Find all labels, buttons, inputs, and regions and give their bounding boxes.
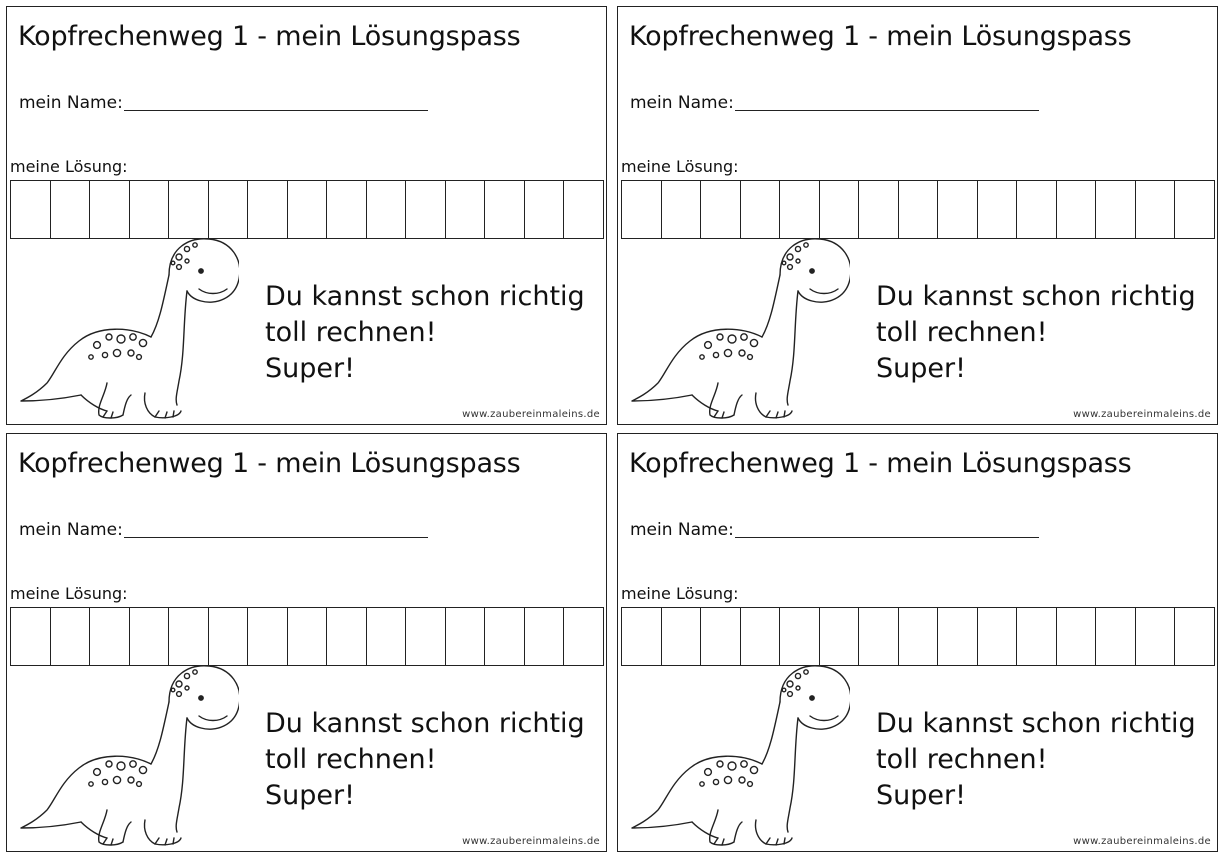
solution-cell[interactable] (525, 180, 565, 239)
praise-message (876, 706, 1196, 814)
solution-cell[interactable] (780, 180, 820, 239)
solution-label: meine Lösung: (621, 157, 739, 176)
solution-cell[interactable] (622, 607, 662, 666)
solution-cell[interactable] (327, 607, 367, 666)
solution-cell[interactable] (51, 180, 91, 239)
solution-pass-card (6, 6, 607, 425)
message-line: Du kannst schon richtig (265, 708, 585, 739)
name-label: mein Name: (630, 520, 734, 540)
card-title: Kopfrechenweg 1 - mein Lösungspass (629, 21, 1132, 52)
solution-label: meine Lösung: (10, 584, 128, 603)
solution-cell[interactable] (1057, 607, 1097, 666)
solution-cell[interactable] (446, 180, 486, 239)
solution-cell[interactable] (1096, 180, 1136, 239)
website-link[interactable]: www.zaubereinmaleins.de (1073, 409, 1211, 420)
solution-cell[interactable] (248, 180, 288, 239)
message-line: Super! (265, 780, 355, 811)
solution-cell[interactable] (169, 607, 209, 666)
name-label: mein Name: (19, 93, 123, 113)
dinosaur-icon (19, 660, 239, 848)
solution-cell[interactable] (485, 607, 525, 666)
solution-grid (621, 180, 1215, 239)
solution-cell[interactable] (662, 180, 702, 239)
solution-cell[interactable] (741, 180, 781, 239)
solution-label: meine Lösung: (10, 157, 128, 176)
message-line: Super! (876, 780, 966, 811)
solution-cell[interactable] (1017, 180, 1057, 239)
solution-cell[interactable] (564, 607, 604, 666)
solution-cell[interactable] (367, 180, 407, 239)
solution-cell[interactable] (1136, 607, 1176, 666)
solution-label: meine Lösung: (621, 584, 739, 603)
solution-cell[interactable] (1057, 180, 1097, 239)
solution-cell[interactable] (701, 607, 741, 666)
name-input-line[interactable] (124, 110, 428, 111)
solution-cell[interactable] (1096, 607, 1136, 666)
message-line: toll rechnen! (265, 744, 437, 775)
solution-cell[interactable] (327, 180, 367, 239)
solution-pass-card (6, 433, 607, 852)
message-line: toll rechnen! (876, 744, 1048, 775)
solution-cell[interactable] (859, 180, 899, 239)
solution-cell[interactable] (780, 607, 820, 666)
solution-cell[interactable] (169, 180, 209, 239)
solution-pass-card (617, 6, 1218, 425)
solution-cell[interactable] (90, 607, 130, 666)
solution-grid (10, 607, 604, 666)
name-label: mein Name: (19, 520, 123, 540)
solution-cell[interactable] (51, 607, 91, 666)
dinosaur-icon (630, 233, 850, 421)
solution-cell[interactable] (406, 607, 446, 666)
solution-cell[interactable] (938, 607, 978, 666)
solution-cell[interactable] (662, 607, 702, 666)
message-line: toll rechnen! (876, 317, 1048, 348)
solution-cell[interactable] (485, 180, 525, 239)
solution-cell[interactable] (288, 180, 328, 239)
message-line: Du kannst schon richtig (265, 281, 585, 312)
solution-cell[interactable] (248, 607, 288, 666)
solution-pass-card (617, 433, 1218, 852)
solution-cell[interactable] (978, 180, 1018, 239)
solution-cell[interactable] (899, 607, 939, 666)
solution-cell[interactable] (622, 180, 662, 239)
message-line: Du kannst schon richtig (876, 281, 1196, 312)
solution-cell[interactable] (209, 607, 249, 666)
solution-cell[interactable] (288, 607, 328, 666)
name-input-line[interactable] (735, 110, 1039, 111)
solution-grid (10, 180, 604, 239)
solution-cell[interactable] (564, 180, 604, 239)
message-line: toll rechnen! (265, 317, 437, 348)
solution-cell[interactable] (859, 607, 899, 666)
card-title: Kopfrechenweg 1 - mein Lösungspass (18, 21, 521, 52)
name-label: mein Name: (630, 93, 734, 113)
solution-cell[interactable] (367, 607, 407, 666)
solution-cell[interactable] (130, 607, 170, 666)
name-input-line[interactable] (124, 537, 428, 538)
solution-cell[interactable] (525, 607, 565, 666)
dinosaur-icon (19, 233, 239, 421)
message-line: Super! (876, 353, 966, 384)
solution-cell[interactable] (899, 180, 939, 239)
praise-message (265, 706, 585, 814)
solution-cell[interactable] (90, 180, 130, 239)
solution-cell[interactable] (820, 607, 860, 666)
card-title: Kopfrechenweg 1 - mein Lösungspass (629, 448, 1132, 479)
card-title: Kopfrechenweg 1 - mein Lösungspass (18, 448, 521, 479)
solution-cell[interactable] (820, 180, 860, 239)
solution-cell[interactable] (11, 607, 51, 666)
message-line: Du kannst schon richtig (876, 708, 1196, 739)
praise-message (876, 279, 1196, 387)
website-link[interactable]: www.zaubereinmaleins.de (1073, 836, 1211, 847)
solution-cell[interactable] (11, 180, 51, 239)
solution-cell[interactable] (446, 607, 486, 666)
solution-cell[interactable] (1175, 607, 1215, 666)
solution-cell[interactable] (130, 180, 170, 239)
solution-cell[interactable] (1175, 180, 1215, 239)
solution-cell[interactable] (938, 180, 978, 239)
solution-cell[interactable] (406, 180, 446, 239)
solution-cell[interactable] (1136, 180, 1176, 239)
name-input-line[interactable] (735, 537, 1039, 538)
website-link[interactable]: www.zaubereinmaleins.de (462, 836, 600, 847)
solution-cell[interactable] (209, 180, 249, 239)
solution-cell[interactable] (701, 180, 741, 239)
solution-cell[interactable] (978, 607, 1018, 666)
dinosaur-icon (630, 660, 850, 848)
solution-cell[interactable] (741, 607, 781, 666)
website-link[interactable]: www.zaubereinmaleins.de (462, 409, 600, 420)
solution-grid (621, 607, 1215, 666)
solution-cell[interactable] (1017, 607, 1057, 666)
praise-message (265, 279, 585, 387)
message-line: Super! (265, 353, 355, 384)
